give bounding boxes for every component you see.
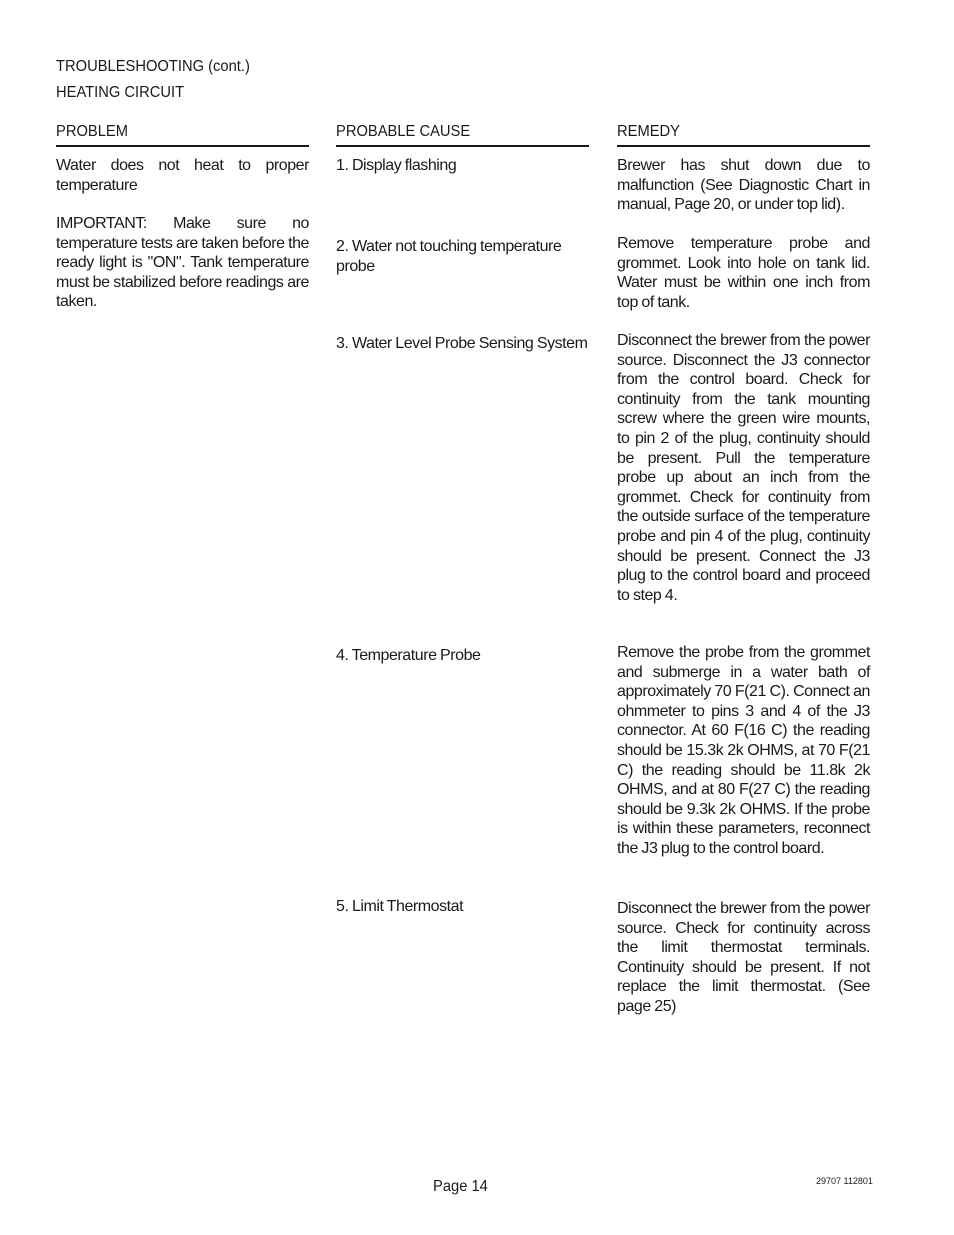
column-header-problem: PROBLEM xyxy=(56,122,309,147)
cause-5: 5. Limit Thermostat xyxy=(336,898,464,915)
important-note: IMPORTANT: Make sure no temperature tests are taken before the ready light is "ON". Tank temperature must be stabilized before readings are taken. xyxy=(56,215,309,311)
remedy-1: Brewer has shut down due to malfunction (See Diagnostic Chart in manual, Page 20, or under top lid). xyxy=(617,157,870,214)
remedy-2: Remove temperature probe and grommet. Look into hole on tank lid. Water must be within one inch from top of tank. xyxy=(617,235,870,311)
page-number: Page 14 xyxy=(433,1178,488,1195)
cause-1: 1. Display flashing xyxy=(336,157,457,174)
remedy-3: Disconnect the brewer from the power source. Disconnect the J3 connector from the control board. Check for continuity from the tank mounting screw where the green wire mounts, to pin 2 of the plug, continuity should be present. Pull the temperature probe up about an inch from the grommet. Check for continuity from the outside surface of the temperature probe and pin 4 of the plug, continuity should be present. Connect the J3 plug to the control board and proceed to step 4. xyxy=(617,332,870,604)
document-code: 29707 112801 xyxy=(816,1176,873,1186)
section-title: TROUBLESHOOTING (cont.) xyxy=(56,58,250,75)
remedy-5: Disconnect the brewer from the power source. Check for continuity across the limit thermostat terminals. Continuity should be present. If not replace the limit thermostat. (See page 25) xyxy=(617,900,870,1015)
cause-4: 4. Temperature Probe xyxy=(336,647,481,664)
problem-text: Water does not heat to proper temperature xyxy=(56,157,309,194)
column-header-remedy: REMEDY xyxy=(617,122,870,147)
column-header-cause: PROBABLE CAUSE xyxy=(336,122,589,147)
remedy-4: Remove the probe from the grommet and submerge in a water bath of approximately 70 F(21 C). Connect an ohmmeter to pins 3 and 4 of the J3 connector. At 60 F(16 C) the reading should be 15.3k 2k OHMS, at 70 F(21 C) the reading should be 11.8k 2k OHMS, and at 80 F(27 C) the reading should be 9.3k 2k OHMS. If the probe is within these parameters, reconnect the J3 plug to the control board. xyxy=(617,644,870,857)
cause-3: 3. Water Level Probe Sensing System xyxy=(336,335,588,352)
cause-2: 2. Water not touching temperature probe xyxy=(336,238,562,275)
section-subtitle: HEATING CIRCUIT xyxy=(56,84,185,101)
